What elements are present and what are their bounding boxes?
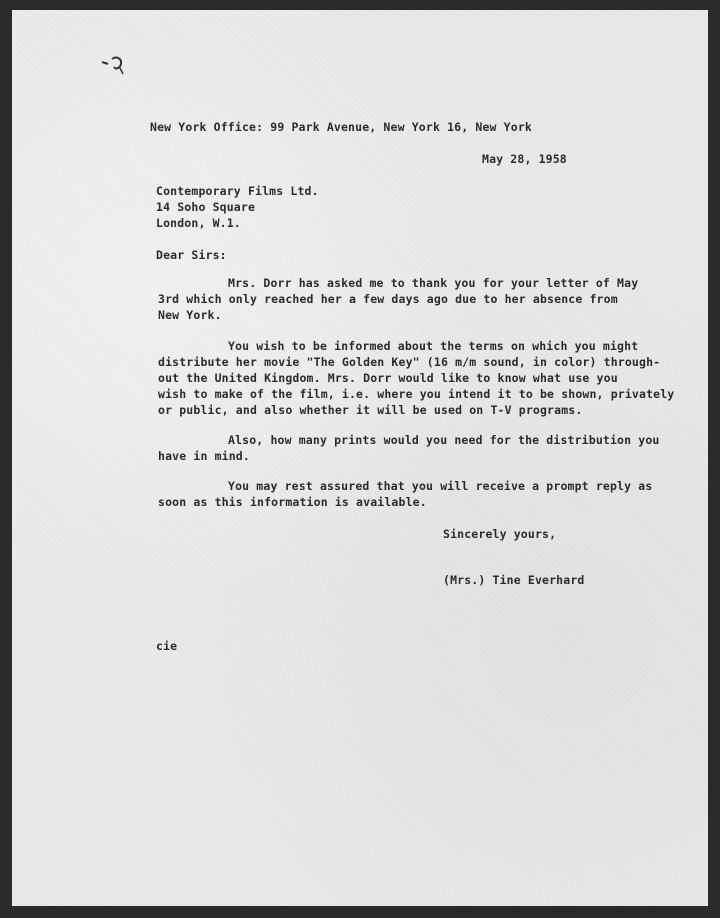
recipient-line: 14 Soho Square bbox=[156, 200, 256, 214]
office-header: New York Office: 99 Park Avenue, New York 16, New York bbox=[150, 120, 532, 134]
letter-page bbox=[12, 10, 708, 906]
signature-name: (Mrs.) Tine Everhard bbox=[443, 573, 585, 587]
paragraph-line: You may rest assured that you will receive a prompt reply as bbox=[228, 479, 653, 493]
paragraph-line: or public, and also whether it will be used on T-V programs. bbox=[158, 403, 583, 417]
recipient-line: Contemporary Films Ltd. bbox=[156, 184, 319, 198]
paragraph-line: You wish to be informed about the terms on which you might bbox=[228, 339, 639, 353]
paragraph-line: 3rd which only reached her a few days ago due to her absence from bbox=[158, 292, 618, 306]
paragraph-line: out the United Kingdom. Mrs. Dorr would like to know what use you bbox=[158, 371, 618, 385]
paragraph-line: Also, how many prints would you need for the distribution you bbox=[228, 433, 660, 447]
paragraph-line: have in mind. bbox=[158, 449, 250, 463]
paragraph-line: Mrs. Dorr has asked me to thank you for your letter of May bbox=[228, 276, 639, 290]
paragraph-line: wish to make of the film, i.e. where you intend it to be shown, privately bbox=[158, 387, 675, 401]
closing: Sincerely yours, bbox=[443, 527, 557, 541]
paragraph-line: soon as this information is available. bbox=[158, 495, 427, 509]
recipient-line: London, W.1. bbox=[156, 216, 241, 230]
salutation: Dear Sirs: bbox=[156, 248, 227, 262]
letter-date: May 28, 1958 bbox=[482, 152, 567, 166]
paragraph-line: distribute her movie "The Golden Key" (16 m/m sound, in color) through- bbox=[158, 355, 661, 369]
paragraph-line: New York. bbox=[158, 308, 222, 322]
typist-initials: cie bbox=[156, 639, 178, 653]
ink-mark bbox=[98, 50, 138, 80]
